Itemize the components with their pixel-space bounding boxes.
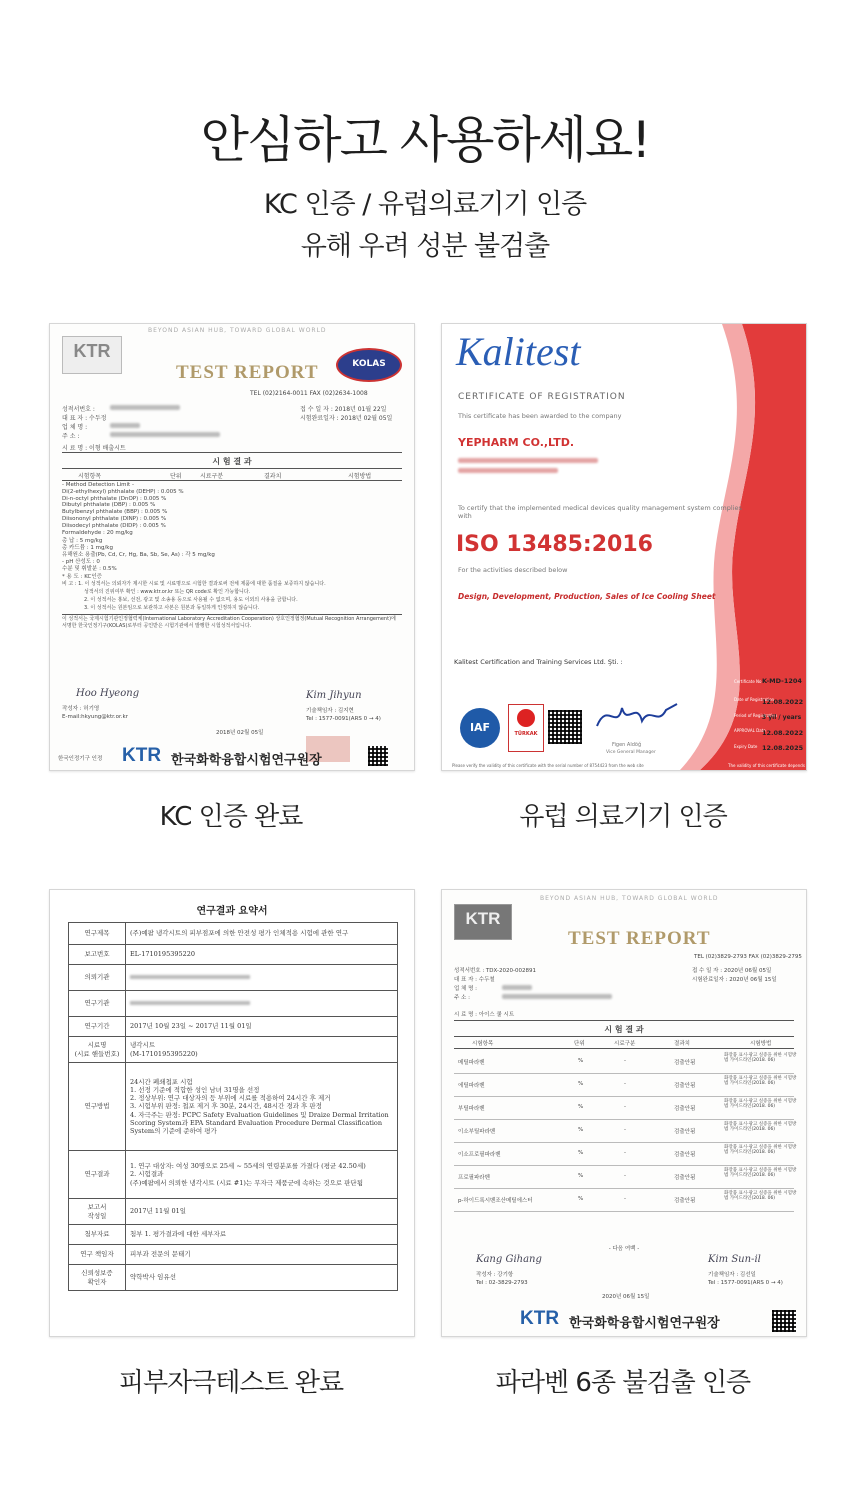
author-tel: Tel : 02-3829-2793: [476, 1280, 528, 1286]
kc-result-row: Dibutyl phthalate (DBP) : 0.005 %: [62, 502, 156, 509]
column-header: 시험항목: [472, 1041, 494, 1047]
summary-row: [69, 1037, 398, 1063]
report-date: 2018년 02월 05일: [216, 730, 264, 736]
report-field: 성적서번호 : TDX-2020-002891: [454, 968, 536, 974]
qr-code-icon: [368, 746, 388, 766]
paraben-item: p-하이드록시벤조산메틸에스터: [458, 1198, 533, 1204]
caption-eu-medical: 유럽 의료기기 인증: [519, 802, 727, 832]
paraben-result: 검출안됨: [674, 1083, 696, 1089]
paraben-sample: -: [624, 1104, 626, 1110]
kc-result-row: Diisononyl phthalate (DINP) : 0.005 %: [62, 516, 167, 522]
cert-number-label: Certificate No: [734, 679, 762, 684]
tech-manager-tel: Tel : 1577-0091(ARS 0 → 4): [708, 1280, 783, 1286]
column-header: 단위: [170, 473, 182, 480]
paraben-method: 화장품 표시·광고 실증을 위한 시험방법 가이드라인(2018. 06): [724, 1099, 797, 1110]
signer-name: Figen Aldöğ: [612, 742, 642, 748]
report-date: 2020년 06월 15일: [602, 1294, 650, 1300]
kc-result-row: Butylbenzyl phthalate (BBP) : 0.005 %: [62, 509, 168, 516]
cert-expiry-label: Expiry Date: [734, 744, 758, 749]
report-field: 주 소 :: [454, 995, 470, 1001]
column-header: 시료구분: [614, 1041, 636, 1047]
cert-activities: For the activities described below: [458, 566, 568, 574]
column-header: 결과치: [674, 1041, 690, 1047]
summary-label: 의뢰기관: [69, 965, 126, 991]
column-header: 시료구분: [200, 473, 224, 480]
summary-table: [68, 922, 398, 1291]
paraben-item: 부틸파라벤: [458, 1106, 485, 1112]
summary-row: [69, 1151, 398, 1199]
paraben-unit: %: [578, 1081, 584, 1087]
summary-title: 연구결과 요약서: [196, 906, 268, 917]
cert-approval-label: APPROVAL Date: [734, 728, 766, 733]
paraben-method: 화장품 표시·광고 실증을 위한 시험방법 가이드라인(2018. 06): [724, 1076, 797, 1087]
verify-note: Please verify the validity of this certificate with the serial number of 8754423 from the web site: [452, 763, 644, 768]
report-field: 주 소 :: [62, 433, 80, 440]
paraben-test-report-image: [441, 889, 807, 1337]
summary-row: [69, 1017, 398, 1037]
summary-row: [69, 1063, 398, 1151]
signature-left: Hoo Hyeong: [76, 688, 140, 699]
end-of-results: - 다음 여백 -: [608, 1246, 640, 1252]
signature-mark: [592, 696, 687, 736]
paraben-sample: -: [624, 1150, 626, 1156]
report-field: 대 표 자 : 수두철: [454, 977, 495, 983]
paraben-result: 검출안됨: [674, 1198, 696, 1204]
report-usage: * 용 도 : KC인증: [62, 574, 102, 580]
summary-label: 보고서 작성일: [69, 1199, 126, 1225]
paraben-result: 검출안됨: [674, 1175, 696, 1181]
cert-approval-date: 12.08.2022: [762, 729, 804, 737]
report-title: TEST REPORT: [568, 928, 711, 949]
paraben-method: 화장품 표시·광고 실증을 위한 시험방법 가이드라인(2018. 06): [724, 1191, 797, 1202]
iso-certificate-image: [441, 323, 807, 771]
column-header: 시험방법: [750, 1041, 772, 1047]
kc-result-row: 유해원소 용출(Pb, Cd, Cr, Hg, Ba, Sb, Se, As) : 각 5 mg/kg: [62, 552, 215, 558]
summary-value: 1. 연구 대상자: 여성 30명으로 25세 ~ 55세의 연령분포를 가졌다 (평균 42.50세) 2. 시험결과 (주)예팜에서 의뢰한 냉각시트 (시료 #1)는 무자극 제품군에 속하는 것으로 판단됨: [126, 1151, 398, 1199]
cert-awarded: This certificate has been awarded to the company: [458, 412, 622, 420]
kc-note: 성적서의 진위여부 확인 : www.ktr.or.kr 또는 QR code로 확인 가능합니다.: [84, 589, 251, 595]
report-title: TEST REPORT: [176, 362, 319, 383]
column-header: 결과치: [264, 473, 282, 480]
paraben-sample: -: [624, 1127, 626, 1133]
paraben-sample: -: [624, 1058, 626, 1064]
paraben-item: 이소프로필파라벤: [458, 1152, 501, 1158]
paraben-method: 화장품 표시·광고 실증을 위한 시험방법 가이드라인(2018. 06): [724, 1168, 797, 1179]
author-name: 작성자 : 강기항: [476, 1272, 514, 1278]
tech-manager-name: 기술책임자 : 김선일: [708, 1272, 756, 1278]
summary-label: 보고번호: [69, 945, 126, 965]
summary-value: [126, 991, 398, 1017]
paraben-result: 검출안됨: [674, 1129, 696, 1135]
kc-note: 2. 이 성적서는 홍보, 선전, 광고 및 소송용 등으로 사용될 수 없으며, 용도 이외의 사용을 금합니다.: [84, 597, 298, 603]
signature-right: Kim Sun-il: [708, 1254, 761, 1265]
paraben-unit: %: [578, 1127, 584, 1133]
summary-value: (주)예팜 냉각시트의 피부점포에 의한 안전성 평가 인체적용 시험에 관한 연구: [126, 923, 398, 945]
kalitest-logo: Kalitest: [456, 329, 581, 374]
report-sample: 시 료 명 : 아이스 쿨 시트: [454, 1012, 515, 1018]
cert-issuer: Kalitest Certification and Training Services Ltd. Şti. :: [454, 658, 623, 666]
summary-value: 냉각시트 (M-1710195395220): [126, 1037, 398, 1063]
paraben-item: 메틸파라벤: [458, 1060, 485, 1066]
summary-label: 연구기관: [69, 991, 126, 1017]
kc-result-row: Diisodecyl phthalate (DIDP) : 0.005 %: [62, 522, 166, 529]
summary-row: [69, 1225, 398, 1245]
skin-test-summary-image: [49, 889, 415, 1337]
kc-result-row: 수분 및 휘발분 : 0.5%: [62, 565, 117, 572]
summary-value: 첨부 1. 평가결과에 대한 세부자료: [126, 1225, 398, 1245]
summary-label: 연구 책임자: [69, 1245, 126, 1265]
kc-note: 3. 이 성적서는 원본임으로 보관하고 사본은 원본과 동일하게 인정하지 않습니다.: [84, 605, 260, 611]
paraben-sample: -: [624, 1081, 626, 1087]
summary-row: [69, 965, 398, 991]
validity-note: The validity of this certificate depends: [728, 763, 805, 768]
summary-label: 연구방법: [69, 1063, 126, 1151]
ktr-footer-org: 한국화학융합시험연구원장: [569, 1316, 720, 1331]
cert-reg-label: Date of Registration: [734, 697, 775, 702]
cert-standard: ISO 13485:2016: [456, 532, 653, 557]
caption-skin-test: 피부자극테스트 완료: [118, 1368, 344, 1398]
signature-left: Kang Gihang: [476, 1254, 542, 1265]
paraben-unit: %: [578, 1150, 584, 1156]
paraben-method: 화장품 표시·광고 실증을 위한 시험방법 가이드라인(2018. 06): [724, 1145, 797, 1156]
kolas-badge: KOLAS: [336, 348, 402, 382]
report-header-slogan: BEYOND ASIAN HUB, TOWARD GLOBAL WORLD: [540, 895, 719, 902]
subtitle-line-1: KC 인증 / 유럽의료기기 인증: [263, 189, 587, 220]
summary-row: [69, 945, 398, 965]
kc-test-report-image: [49, 323, 415, 771]
summary-row: [69, 1199, 398, 1225]
summary-label: 연구기간: [69, 1017, 126, 1037]
cert-period-label: Period of Registration: [734, 713, 777, 718]
summary-value: 피부과 전문의 문태기: [126, 1245, 398, 1265]
summary-value: [126, 965, 398, 991]
cert-heading: CERTIFICATE OF REGISTRATION: [458, 392, 626, 402]
report-field: 대 표 자 : 수두정: [62, 415, 107, 422]
paraben-result: 검출안됨: [674, 1106, 696, 1112]
ktr-footer-logo: KTR: [520, 1308, 560, 1329]
column-header: 단위: [574, 1041, 585, 1047]
kc-result-row: - pH 산성도 : 0: [62, 558, 100, 565]
summary-label: 연구결과: [69, 1151, 126, 1199]
paraben-method: 화장품 표시·광고 실증을 위한 시험방법 가이드라인(2018. 06): [724, 1053, 797, 1064]
paraben-sample: -: [624, 1173, 626, 1179]
summary-label: 신뢰성보증 확인자: [69, 1265, 126, 1291]
kc-result-row: Formaldehyde : 20 mg/kg: [62, 529, 133, 536]
tech-manager-name: 기술책임자 : 김지현: [306, 708, 354, 714]
summary-label: 첨부자료: [69, 1225, 126, 1245]
summary-value: 약학박사 임유선: [126, 1265, 398, 1291]
signature-right: Kim Jihyun: [306, 690, 362, 701]
report-tel: TEL (02)2164-0011 FAX (02)2634-1008: [250, 390, 368, 397]
kc-result-row: 총 납 : 5 mg/kg: [62, 538, 103, 545]
summary-row: [69, 1245, 398, 1265]
ktr-footer-org: 한국화학융합시험연구원장: [171, 753, 322, 768]
ktr-logo: KTR: [62, 336, 122, 374]
summary-row: [69, 991, 398, 1017]
summary-row: [69, 923, 398, 945]
subtitle-line-2: 유해 우려 성분 불검출: [300, 231, 550, 262]
caption-kc: KC 인증 완료: [159, 802, 303, 832]
summary-value: 2017년 10월 23일 ~ 2017년 11월 01일: [126, 1017, 398, 1037]
summary-value: 2017년 11월 01일: [126, 1199, 398, 1225]
qr-code-icon: [548, 710, 582, 744]
caption-paraben: 파라벤 6종 불검출 인증: [495, 1368, 751, 1398]
summary-label: 연구제목: [69, 923, 126, 945]
paraben-item: 이소부틸파라벤: [458, 1129, 496, 1135]
summary-row: [69, 1265, 398, 1291]
paraben-unit: %: [578, 1173, 584, 1179]
ilac-statement: 이 성적서는 국제시험기관인정협력체(International Laboratory Accreditation Cooperation) 상호인정협정(Mutual Recognition Arrangement)에 서명한 한국인정기구(KOLAS)로부터 공인받은 시험기관에서 발행한 시험성적서입니다.: [62, 616, 396, 629]
paraben-result: 검출안됨: [674, 1152, 696, 1158]
turkak-badge: TÜRKAK: [508, 704, 544, 752]
paraben-unit: %: [578, 1058, 584, 1064]
report-field: 업 체 명 :: [62, 424, 88, 431]
kc-result-row: 총 카드뮴 : 1 mg/kg: [62, 545, 113, 552]
summary-value: 24시간 폐쇄첩포 시험 1. 선정 기준에 적합한 성인 남녀 31명을 선정 2. 정상부위: 연구 대상자의 등 부위에 시료를 적용하여 24시간 후 제거 3. 시험부위 판정: 첩포 제거 후 30분, 24시간, 48시간 경과 후 판정 4. 자극주는 판정: PCPC Safety Evaluation Guidelines 및 Draize Dermal Irritation Scoring System과 EPA Standard Evaluation Procedure Dermal Classification System의 기준에 준하여 평가: [126, 1063, 398, 1151]
summary-value: EL-1710195395220: [126, 945, 398, 965]
kc-result-row: - Method Detection Limit -: [62, 482, 134, 488]
column-header: 시험항목: [78, 473, 102, 480]
report-received: 접 수 일 자 : 2018년 01월 22일: [300, 406, 387, 413]
tech-manager-tel: Tel : 1577-0091(ARS 0 → 4): [306, 716, 381, 722]
paraben-item: 에틸파라벤: [458, 1083, 485, 1089]
report-sample: 시 료 명 : 이형 배출시트: [62, 445, 126, 452]
paraben-result: 검출안됨: [674, 1060, 696, 1066]
cert-statement: To certify that the implemented medical devices quality management system complies with: [458, 504, 742, 521]
report-field: 성적서번호 :: [62, 406, 95, 413]
paraben-item: 프로필파라벤: [458, 1175, 490, 1181]
cert-number: K-MD-1204: [762, 677, 802, 685]
kc-result-row: Di-n-octyl phthalate (DnOP) : 0.005 %: [62, 495, 167, 502]
cert-company: YEPHARM CO.,LTD.: [458, 436, 575, 449]
qr-code-icon: [772, 1310, 796, 1332]
report-header-slogan: BEYOND ASIAN HUB, TOWARD GLOBAL WORLD: [148, 327, 327, 334]
headline: 안심하고 사용하세요!: [200, 111, 650, 169]
cert-period: 3 yil / years: [762, 714, 802, 721]
kc-result-row: Di(2-ethylhexyl) phthalate (DEHP) : 0.005 %: [62, 488, 184, 495]
results-heading: 시 험 결 과: [604, 1025, 644, 1034]
footer-prefix: 한국인정기구 인정: [58, 756, 103, 762]
cert-expiry-date: 12.08.2025: [762, 744, 804, 752]
paraben-method: 화장품 표시·광고 실증을 위한 시험방법 가이드라인(2018. 06): [724, 1122, 797, 1133]
report-field: 업 체 명 :: [454, 986, 478, 992]
paraben-unit: %: [578, 1104, 584, 1110]
report-tel: TEL (02)3829-2793 FAX (02)3829-2795: [694, 954, 802, 960]
author-email: E-mail:hkyung@ktr.or.kr: [62, 714, 128, 720]
cert-reg-date: 12.08.2022: [762, 698, 804, 706]
signer-role: Vice General Manager: [606, 750, 656, 755]
iaf-badge: IAF: [460, 708, 500, 748]
summary-label: 시료명 (시료 핸들번호): [69, 1037, 126, 1063]
results-heading: 시 험 결 과: [212, 457, 252, 466]
cert-scope: Design, Development, Production, Sales of Ice Cooling Sheet: [458, 592, 716, 601]
report-completed: 시험완료일자 : 2020년 06월 15일: [692, 977, 777, 983]
ktr-logo: KTR: [454, 904, 512, 940]
paraben-sample: -: [624, 1196, 626, 1202]
paraben-unit: %: [578, 1196, 584, 1202]
author-name: 작성자 : 허기영: [62, 706, 100, 712]
report-completed: 시험완료일자 : 2018년 02월 05일: [300, 415, 393, 422]
kc-note: 비 고 : 1. 이 성적서는 의뢰자가 제시한 시료 및 시료명으로 시험한 결과로써 전체 제품에 대한 품질을 보증하지 않습니다.: [62, 581, 326, 587]
column-header: 시험방법: [348, 473, 372, 480]
ktr-footer-logo: KTR: [122, 745, 162, 766]
report-received: 접 수 일 자 : 2020년 06월 05일: [692, 968, 772, 974]
